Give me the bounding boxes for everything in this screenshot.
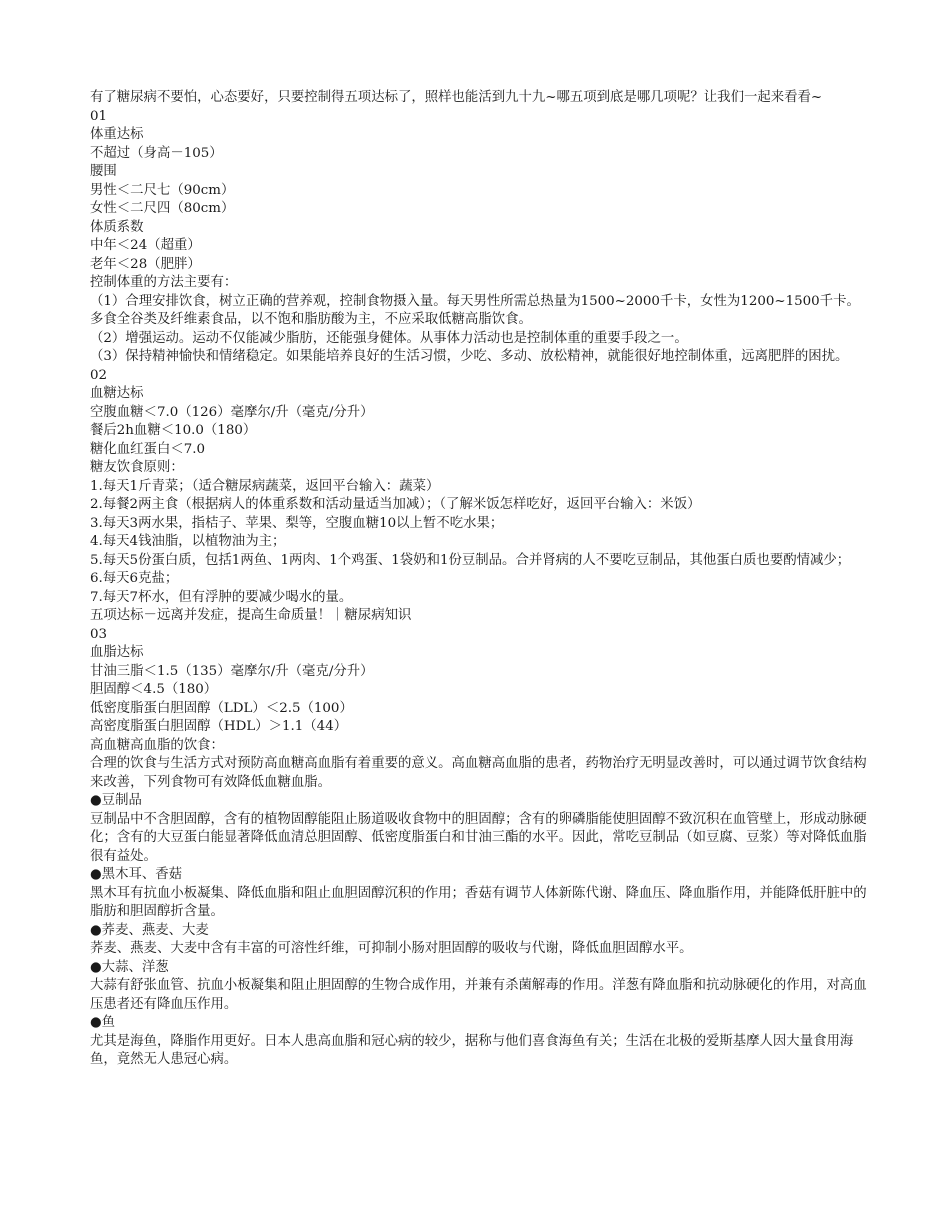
paragraph: 荞麦、燕麦、大麦中含有丰富的可溶性纤维，可抑制小肠对胆固醇的吸收与代谢，降低血胆固醇水平。 (90, 941, 693, 956)
text-line: 胆固醇＜4.5（180） (90, 682, 218, 697)
list-item: 1.每天1斤青菜；（适合糖尿病蔬菜，返回平台输入：蔬菜） (90, 478, 440, 494)
bullet-heading: ●黑木耳、香菇 (90, 867, 183, 882)
text-line: 餐后2h血糖＜10.0（180） (90, 423, 257, 438)
paragraph: （2）增强运动。运动不仅能减少脂肪，还能强身健体。从事体力活动也是控制体重的重要手段之一。 (90, 330, 688, 346)
section-number: 03 (90, 626, 108, 642)
text-line: 中年＜24（超重） (90, 238, 201, 253)
sub-heading: 糖友饮食原则： (90, 460, 184, 475)
list-item: 6.每天6克盐； (90, 571, 179, 586)
bullet-heading: ●大蒜、洋葱 (90, 959, 169, 975)
text-line: 高密度脂蛋白胆固醇（HDL）＞1.1（44） (90, 719, 348, 734)
document-body (90, 89, 870, 1070)
paragraph: 尤其是海鱼，降脂作用更好。日本人患高血脂和冠心病的较少，据称与他们喜食海鱼有关；生活在北极的爱斯基摩人因大量食用海鱼，竟然无人患冠心病。 (90, 1033, 854, 1067)
bullet-heading: ●荞麦、燕麦、大麦 (90, 922, 209, 938)
bullet-heading: ●豆制品 (90, 793, 142, 808)
section-number: 02 (90, 367, 108, 383)
paragraph: 豆制品中不含胆固醇，含有的植物固醇能阻止肠道吸收食物中的胆固醇；含有的卵磷脂能使胆固醇不致沉积在血管壁上，形成动脉硬化；含有的大豆蛋白能显著降低血清总胆固醇、低密度脂蛋白和甘油三酯的水平。因此，常吃豆制品（如豆腐、豆浆）等对降低血脂很有益处。 (90, 811, 867, 864)
text-line: 不超过（身高－105） (90, 145, 223, 161)
text-line: 低密度脂蛋白胆固醇（LDL）＜2.5（100） (90, 700, 353, 716)
paragraph: 大蒜有舒张血管、抗血小板凝集和阻止胆固醇的生物合成作用，并兼有杀菌解毒的作用。洋葱有降血脂和抗动脉硬化的作用，对高血压患者还有降血压作用。 (90, 978, 867, 1012)
list-item: 4.每天4钱油脂，以植物油为主； (90, 534, 286, 549)
bullet-heading: ●鱼 (90, 1015, 116, 1030)
list-item: 3.每天3两水果，指桔子、苹果、梨等，空腹血糖10以上暂不吃水果； (90, 515, 504, 531)
paragraph: 黑木耳有抗血小板凝集、降低血脂和阻止血胆固醇沉积的作用；香菇有调节人体新陈代谢、降血压、降血脂作用，并能降低肝脏中的脂肪和胆固醇折含量。 (90, 885, 867, 919)
list-item: 5.每天5份蛋白质，包括1两鱼、1两肉、1个鸡蛋、1袋奶和1份豆制品。合并肾病的人不要吃豆制品，其他蛋白质也要酌情减少； (90, 552, 851, 568)
text-line: 男性＜二尺七（90cm） (90, 182, 235, 198)
sub-heading: 体质系数 (90, 219, 144, 235)
section-heading: 体重达标 (90, 127, 144, 142)
paragraph: （3）保持精神愉快和情绪稳定。如果能培养良好的生活习惯，少吃、多动、放松精神，就能很好地控制体重，远离肥胖的困扰。 (90, 349, 849, 364)
section-heading: 血糖达标 (90, 386, 144, 401)
section-number: 01 (90, 108, 108, 124)
text-line: 老年＜28（肥胖） (90, 256, 201, 272)
sub-heading: 高血糖高血脂的饮食： (90, 737, 224, 753)
list-item: 2.每餐2两主食（根据病人的体重系数和活动量适当加减）；（了解米饭怎样吃好，返回平台输入：米饭） (90, 497, 701, 512)
section-heading: 血脂达标 (90, 645, 144, 660)
text-line: 空腹血糖＜7.0（126）毫摩尔/升（毫克/分升） (90, 404, 374, 420)
text-line: 五项达标－远离并发症，提高生命质量！｜糖尿病知识 (90, 608, 412, 623)
sub-heading: 控制体重的方法主要有： (90, 275, 238, 290)
text-line: 糖化血红蛋白＜7.0 (90, 441, 206, 457)
paragraph: 合理的饮食与生活方式对预防高血糖高血脂有着重要的意义。高血糖高血脂的患者，药物治疗无明显改善时，可以通过调节饮食结构来改善，下列食物可有效降低血糖血脂。 (90, 756, 867, 790)
paragraph: （1）合理安排饮食，树立正确的营养观，控制食物摄入量。每天男性所需总热量为1500~2000千卡，女性为1200~1500千卡。多食全谷类及纤维素食品，以不饱和脂肪酸为主，不应采取低糖高脂饮食。 (90, 293, 860, 327)
list-item: 7.每天7杯水，但有浮肿的要减少喝水的量。 (90, 589, 353, 605)
intro-paragraph: 有了糖尿病不要怕，心态要好，只要控制得五项达标了，照样也能活到九十九~哪五项到底是哪几项呢？让我们一起来看看~ (90, 90, 823, 105)
text-line: 甘油三脂＜1.5（135）毫摩尔/升（毫克/分升） (90, 663, 374, 679)
text-line: 女性＜二尺四（80cm） (90, 201, 235, 216)
sub-heading: 腰围 (90, 164, 117, 179)
